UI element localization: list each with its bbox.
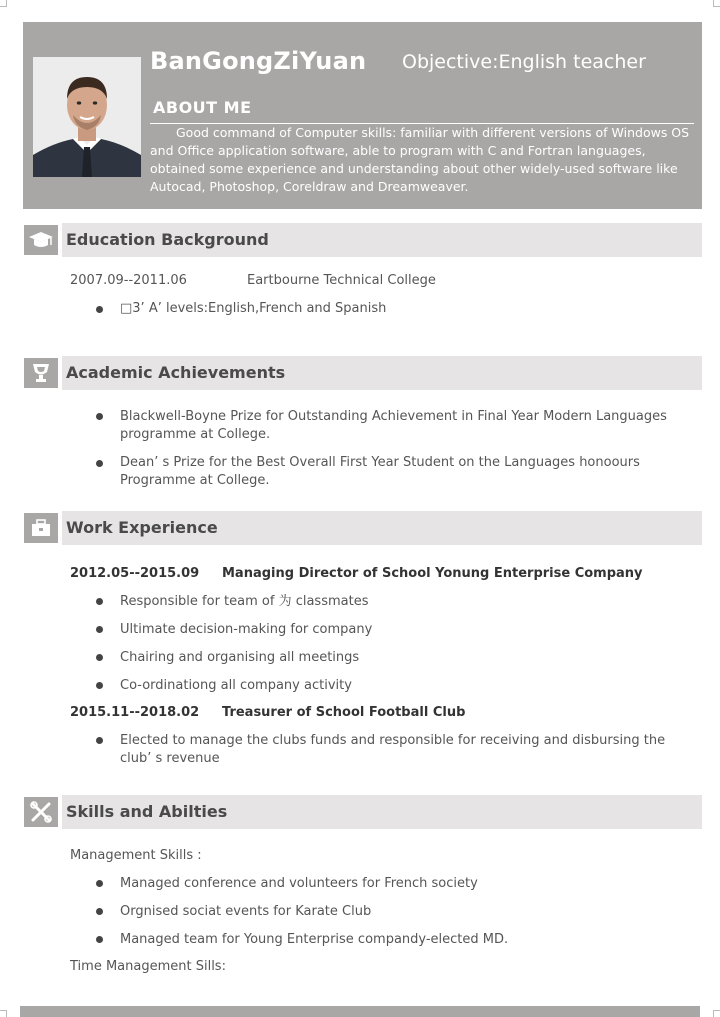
list-item: Co-ordinationg all company activity [120,678,352,693]
section-title: Work Experience [66,518,218,537]
list-item: Chairing and organising all meetings [120,650,360,665]
career-objective: Objective:English teacher [402,51,646,73]
job-period: 2015.11--2018.02 [70,705,200,720]
about-me-text: Good command of Computer skills: familiar with different versions of Windows OS and Office application software, able to program with C and Fortran languages, obtained some experience and understanding about other widely-used software like Autocad, Photoshop, Coreldraw and Dreamweaver. [150,125,690,194]
section-header-education [23,223,702,257]
list-item: Orgnised sociat events for Karate Club [120,904,372,919]
bullet-icon [96,682,103,689]
person-portrait-icon [33,57,141,177]
bullet-icon [96,413,103,420]
list-item: Ultimate decision-making for company [120,622,373,637]
bullet-icon [96,460,103,467]
candidate-name: BanGongZiYuan [150,47,367,75]
briefcase-icon [24,513,58,543]
list-item: Blackwell-Boyne Prize for Outstanding Achievement in Final Year Modern Languages programme at College. [120,409,667,442]
list-item: Dean’ s Prize for the Best Overall First Year Student on the Languages honoours Programme at College. [120,455,640,488]
corner-mark [713,1010,720,1017]
list-item: □3’ A’ levels:English,French and Spanish [120,301,387,316]
skills-subheading: Time Management Sills: [70,959,226,974]
corner-mark [0,1010,7,1017]
profile-photo [33,57,141,177]
trophy-icon [24,358,58,388]
section-header-achievements [23,356,702,390]
tools-icon [24,797,58,827]
job-period: 2012.05--2015.09 [70,566,200,581]
section-header-skills [23,795,702,829]
corner-mark [713,0,720,7]
section-title: Academic Achievements [66,363,286,382]
list-item: Managed team for Young Enterprise compandy-elected MD. [120,932,509,947]
skills-subheading: Management Skills : [70,848,202,863]
section-title: Skills and Abilties [66,802,228,821]
education-period: 2007.09--2011.06 [70,273,187,288]
bullet-icon [96,598,103,605]
footer-bar [20,1006,700,1017]
list-item: Elected to manage the clubs funds and responsible for receiving and disbursing the club’ s revenue [120,733,666,766]
bullet-icon [96,654,103,661]
bullet-icon [96,936,103,943]
resume-header [23,22,702,209]
section-title: Education Background [66,230,269,249]
list-item: Managed conference and volunteers for French society [120,876,478,891]
section-header-work [23,511,702,545]
bullet-icon [96,880,103,887]
bullet-icon [96,626,103,633]
bullet-icon [96,306,103,313]
list-item: Responsible for team of 为 classmates [120,594,369,609]
job-role: Managing Director of School Yonung Enterprise Company [222,566,643,581]
bullet-icon [96,737,103,744]
bullet-icon [96,908,103,915]
job-role: Treasurer of School Football Club [222,705,466,720]
education-school: Eartbourne Technical College [247,273,436,288]
graduation-cap-icon [24,225,58,255]
about-me-heading: ABOUT ME [153,98,252,117]
corner-mark [0,0,7,7]
